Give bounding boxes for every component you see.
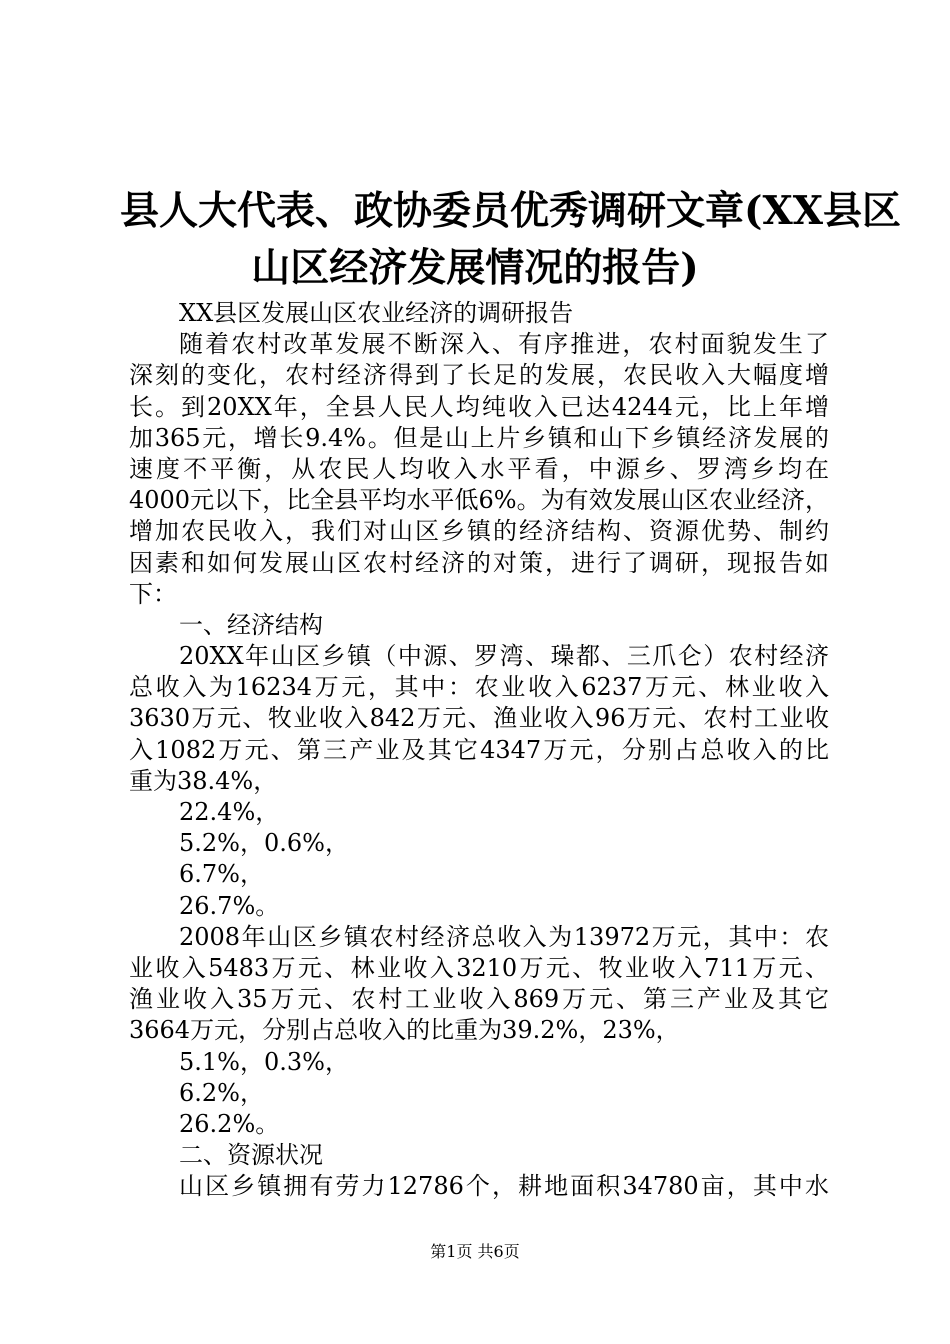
percentage-line: 26.2%。 (179, 1109, 280, 1138)
paragraph-line: 随着农村改革发展不断深入、有序推进，农村面貌发生了 (179, 330, 829, 359)
paragraph-line: 渔业收入35万元、农村工业收入869万元、第三产业及其它 (129, 985, 829, 1014)
paragraph-line: 3630万元、牧业收入842万元、渔业收入96万元、农村工业收 (129, 704, 829, 733)
document-body (129, 298, 829, 1202)
percentage-line: 5.2%，0.6%， (179, 829, 349, 858)
paragraph-line: 下： (129, 579, 177, 608)
percentage-line: 26.7%。 (179, 891, 280, 920)
page-footer: 第1页 共6页 (430, 1242, 520, 1261)
paragraph-line: 总收入为16234万元，其中：农业收入6237万元、林业收入 (129, 673, 829, 702)
paragraph-line: 加365元，增长9.4%。但是山上片乡镇和山下乡镇经济发展的 (129, 423, 829, 452)
percentage-line: 6.7%， (179, 860, 264, 889)
section-heading: 二、资源状况 (179, 1141, 323, 1170)
paragraph-line: 4000元以下，比全县平均水平低6%。为有效发展山区农业经济， (129, 486, 829, 515)
paragraph-line: 重为38.4%， (129, 766, 278, 795)
percentage-line: 6.2%， (179, 1078, 264, 1107)
document-title-line-1: 县人大代表、政协委员优秀调研文章(XX县区 (120, 188, 901, 234)
paragraph-line: 2008年山区乡镇农村经济总收入为13972万元，其中：农 (179, 922, 829, 951)
paragraph-line: 入1082万元、第三产业及其它4347万元，分别占总收入的比 (129, 735, 829, 764)
section-heading: 一、经济结构 (179, 610, 323, 639)
paragraph-line: 3664万元，分别占总收入的比重为39.2%，23%， (129, 1016, 680, 1045)
paragraph-line: 因素和如何发展山区农村经济的对策，进行了调研，现报告如 (129, 548, 829, 577)
report-subtitle: XX县区发展山区农业经济的调研报告 (179, 299, 574, 327)
paragraph-line: 20XX年山区乡镇（中源、罗湾、璪都、三爪仑）农村经济 (179, 642, 829, 671)
percentage-line: 5.1%，0.3%， (179, 1047, 349, 1076)
paragraph-line: 深刻的变化，农村经济得到了长足的发展，农民收入大幅度增 (129, 361, 829, 390)
paragraph-line: 山区乡镇拥有劳力12786个，耕地面积34780亩，其中水 (179, 1172, 829, 1201)
paragraph-line: 业收入5483万元、林业收入3210万元、牧业收入711万元、 (129, 953, 829, 982)
paragraph-line: 长。到20XX年，全县人民人均纯收入已达4244元，比上年增 (129, 392, 829, 421)
paragraph-line: 速度不平衡，从农民人均收入水平看，中源乡、罗湾乡均在 (129, 454, 829, 483)
paragraph-line: 增加农民收入，我们对山区乡镇的经济结构、资源优势、制约 (129, 517, 829, 546)
document-title-line-2: 山区经济发展情况的报告) (251, 245, 699, 291)
percentage-line: 22.4%， (179, 798, 280, 826)
